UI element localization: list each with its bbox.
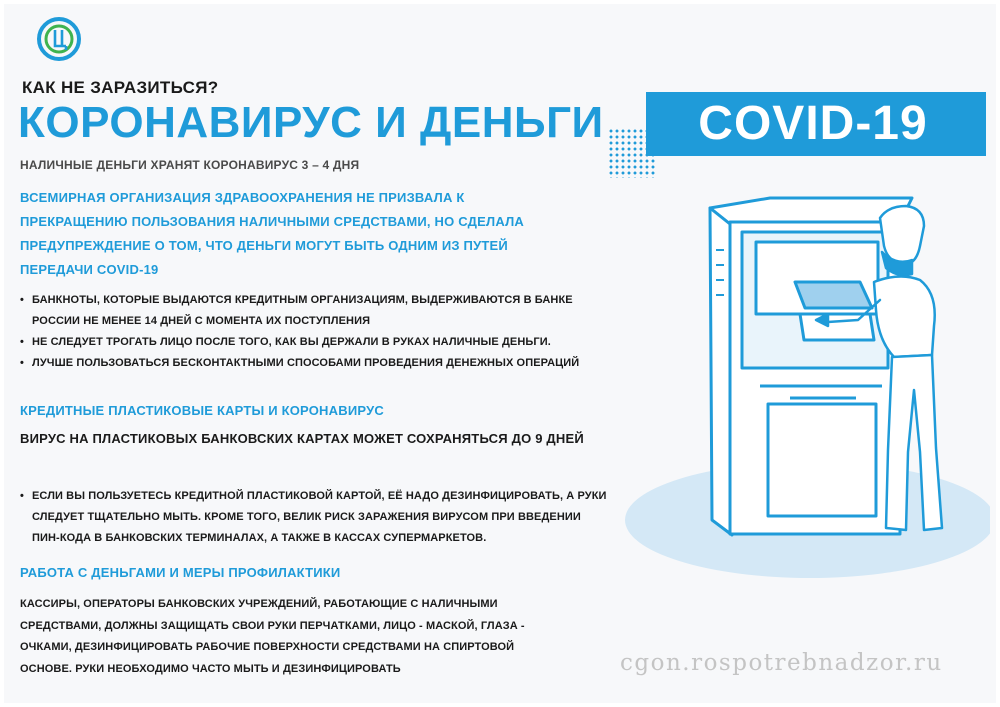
watermark: cgon.rospotrebnadzor.ru <box>620 650 943 676</box>
subtitle: НАЛИЧНЫЕ ДЕНЬГИ ХРАНЯТ КОРОНАВИРУС 3 – 4 ДНЯ <box>20 158 360 172</box>
cash-bullet-list <box>20 290 610 374</box>
cards-lead-text: ВИРУС НА ПЛАСТИКОВЫХ БАНКОВСКИХ КАРТАХ МОЖЕТ СОХРАНЯТЬСЯ ДО 9 ДНЕЙ <box>20 431 584 446</box>
list-item: • ЕСЛИ ВЫ ПОЛЬЗУЕТЕСЬ КРЕДИТНОЙ ПЛАСТИКОВОЙ КАРТОЙ, ЕЁ НАДО ДЕЗИНФИЦИРОВАТЬ, А РУКИ СЛЕДУЕТ ТЩАТЕЛЬНО МЫТЬ. КРОМЕ ТОГО, ВЕЛИК РИСК ЗАРАЖЕНИЯ ВИРУСОМ ПРИ ВВЕДЕНИИ ПИН-КОДА В БАНКОВСКИХ ТЕРМИНАЛАХ, А ТАКЖЕ В КАССАХ СУПЕРМАРКЕТОВ. <box>20 486 610 549</box>
covid-badge: COVID-19 <box>698 97 928 150</box>
page-title: КОРОНАВИРУС И ДЕНЬГИ <box>18 98 604 147</box>
cards-section-heading: КРЕДИТНЫЕ ПЛАСТИКОВЫЕ КАРТЫ И КОРОНАВИРУС <box>20 403 384 418</box>
list-item: • ЛУЧШЕ ПОЛЬЗОВАТЬСЯ БЕСКОНТАКТНЫМИ СПОСОБАМИ ПРОВЕДЕНИЯ ДЕНЕЖНЫХ ОПЕРАЦИЙ <box>20 353 610 374</box>
prevention-section-heading: РАБОТА С ДЕНЬГАМИ И МЕРЫ ПРОФИЛАКТИКИ <box>20 565 341 580</box>
cgon-logo-icon <box>36 16 82 62</box>
intro-text: ВСЕМИРНАЯ ОРГАНИЗАЦИЯ ЗДРАВООХРАНЕНИЯ НЕ ПРИЗВАЛА К ПРЕКРАЩЕНИЮ ПОЛЬЗОВАНИЯ НАЛИЧНЫМИ СРЕДСТВАМИ, НО СДЕЛАЛА ПРЕДУПРЕЖДЕНИЕ О ТОМ, ЧТО ДЕНЬГИ МОГУТ БЫТЬ ОДНИМ ИЗ ПУТЕЙ ПЕРЕДАЧИ COVID-19 <box>20 190 524 277</box>
prevention-text: КАССИРЫ, ОПЕРАТОРЫ БАНКОВСКИХ УЧРЕЖДЕНИЙ, РАБОТАЮЩИЕ С НАЛИЧНЫМИ СРЕДСТВАМИ, ДОЛЖНЫ ЗАЩИЩАТЬ СВОИ РУКИ ПЕРЧАТКАМИ, ЛИЦО - МАСКОЙ, ГЛАЗА - ОЧКАМИ, ДЕЗИНФИЦИРОВАТЬ РАБОЧИЕ ПОВЕРХНОСТИ СРЕДСТВАМИ НА СПИРТОВОЙ ОСНОВЕ. РУКИ НЕОБХОДИМО ЧАСТО МЫТЬ И ДЕЗИНФИЦИРОВАТЬ <box>20 598 525 675</box>
list-item: • НЕ СЛЕДУЕТ ТРОГАТЬ ЛИЦО ПОСЛЕ ТОГО, КАК ВЫ ДЕРЖАЛИ В РУКАХ НАЛИЧНЫЕ ДЕНЬГИ. <box>20 332 610 353</box>
kicker-text: КАК НЕ ЗАРАЗИТЬСЯ? <box>22 78 219 97</box>
atm-person-illustration <box>620 190 990 590</box>
atm-machine <box>710 198 912 535</box>
cards-bullet-list <box>20 486 610 549</box>
list-item: • БАНКНОТЫ, КОТОРЫЕ ВЫДАЮТСЯ КРЕДИТНЫМ ОРГАНИЗАЦИЯМ, ВЫДЕРЖИВАЮТСЯ В БАНКЕ РОССИИ НЕ МЕНЕЕ 14 ДНЕЙ С МОМЕНТА ИХ ПОСТУПЛЕНИЯ <box>20 290 610 332</box>
